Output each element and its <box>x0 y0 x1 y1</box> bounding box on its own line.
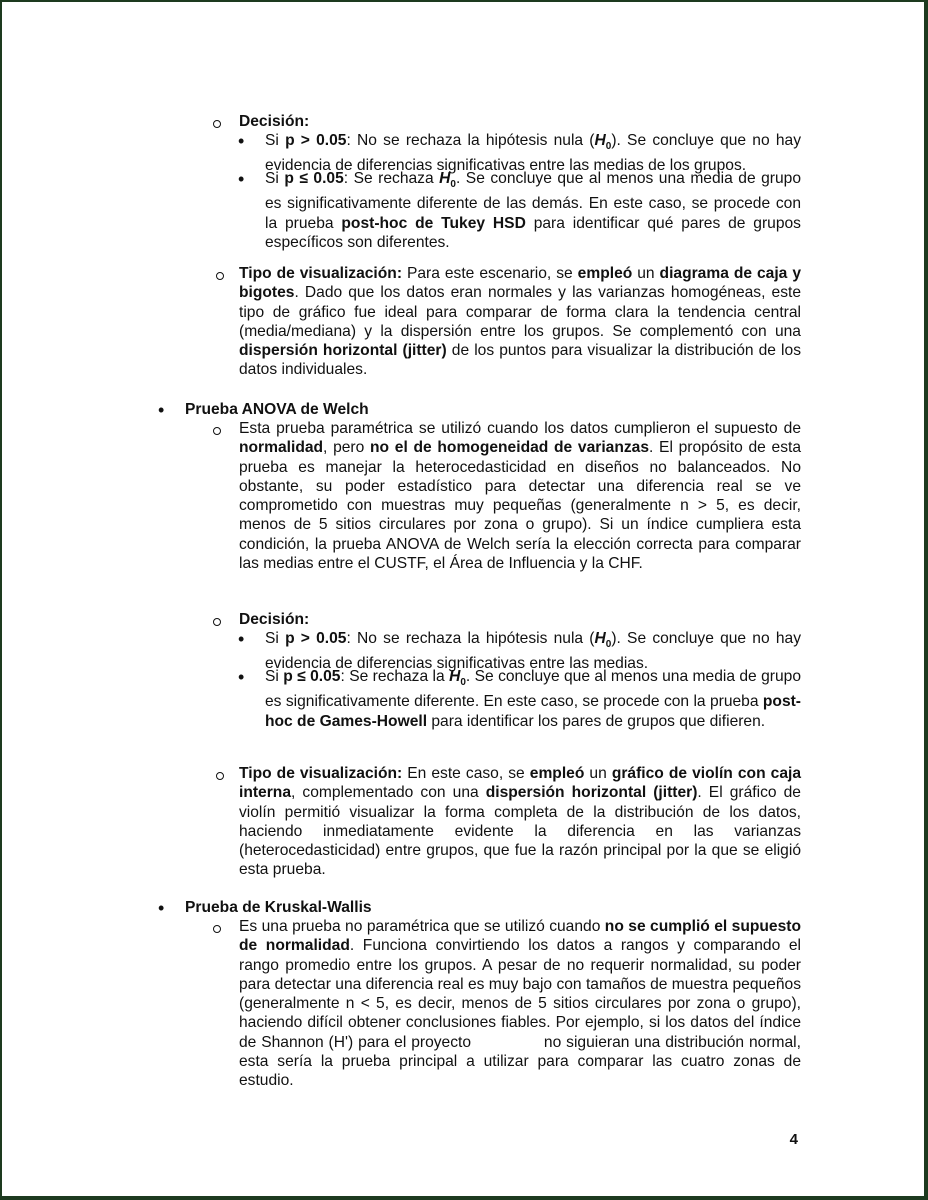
bullet-icon: • <box>158 400 165 420</box>
decision-1-title: Decisión: <box>239 113 310 130</box>
decision-2-item-1: Si p > 0.05: No se rechaza la hipótesis nula $(H_0)$. Se concluye que no hay evidencia de diferencias significativas entre las medias. <box>265 630 802 673</box>
decision-2-title: Decisión: <box>239 611 310 628</box>
kruskal-heading: Prueba de Kruskal-Wallis <box>185 899 372 916</box>
hollow-bullet-icon <box>216 772 224 780</box>
hollow-bullet-icon <box>213 120 221 128</box>
hollow-bullet-icon <box>213 427 221 435</box>
welch-description: Esta prueba paramétrica se utilizó cuando los datos cumplieron el supuesto de normalidad, pero no el de homogeneidad de varianzas. El propósito de esta prueba es manejar la heterocedasticidad en diseños no balanceados. No obstante, su poder estadístico para detectar una diferencia real se ve comprometido con muestras muy pequeñas (generalmente n > 5, es decir, menos de 5 sitios circulares por zona o grupo). Si un índice cumpliera esta condición, la prueba ANOVA de Welch sería la elección correcta para comparar las medias entre el CUSTF, el Área de Influencia y la CHF. <box>239 420 802 573</box>
visualization-1-paragraph: Tipo de visualización: Para este escenario, se empleó un diagrama de caja y bigotes. Dado que los datos eran normales y las varianzas homogéneas, este tipo de gráfico fue ideal para comparar de forma clara la tendencia central (media/mediana) y la dispersión entre los grupos. Se complementó con una dispersión horizontal (jitter) de los puntos para visualizar la distribución de los datos individuales. <box>239 265 801 379</box>
hollow-bullet-icon <box>216 272 224 280</box>
kruskal-description: Es una prueba no paramétrica que se utilizó cuando no se cumplió el supuesto de normalidad. Funciona convirtiendo los datos a rangos y comparando el rango promedio entre los grupos. A pesar de no requerir normalidad, su poder para detectar una diferencia real es muy bajo con tamaños de muestra pequeños (generalmente n < 5, es decir, menos de 5 sitios circulares por zona o grupo), haciendo difícil obtener conclusiones fiables. Por ejemplo, si los datos del índice de Shannon (H') para el proyecto no siguieran una distribución normal, esta sería la prueba principal a utilizar para comparar las cuatro zonas de estudio. <box>239 918 801 1090</box>
bullet-icon: • <box>158 898 165 918</box>
bullet-icon: • <box>238 169 245 189</box>
document-page <box>2 2 924 1196</box>
welch-heading: Prueba ANOVA de Welch <box>185 401 369 418</box>
hollow-bullet-icon <box>213 925 221 933</box>
bullet-icon: • <box>238 131 245 151</box>
decision-1-item-2: Si p ≤ 0.05: Se rechaza $H_0$. Se concluye que al menos una media de grupo es significativamente diferente de las demás. En este caso, se procede con la prueba post-hoc de Tukey HSD para identificar qué pares de grupos específicos son diferentes. <box>265 170 801 251</box>
bullet-icon: • <box>238 629 245 649</box>
hollow-bullet-icon <box>213 618 221 626</box>
decision-2-item-2: Si p ≤ 0.05: Se rechaza la $H_0$. Se concluye que al menos una media de grupo es significativamente diferente. En este caso, se procede con la prueba post-hoc de Games-Howell para identificar los pares de grupos que difieren. <box>265 668 802 730</box>
bullet-icon: • <box>238 667 245 687</box>
decision-1-item-1: Si p > 0.05: No se rechaza la hipótesis nula $(H_0)$. Se concluye que no hay evidencia de diferencias significativas entre las medias de los grupos. <box>265 132 802 175</box>
page-number: 4 <box>789 1131 798 1148</box>
visualization-2-paragraph: Tipo de visualización: En este caso, se empleó un gráfico de violín con caja interna, complementado con una dispersión horizontal (jitter). El gráfico de violín permitió visualizar la forma completa de la distribución de los datos, haciendo inmediatamente evidente la diferencia en las varianzas (heterocedasticidad) entre grupos, que fue la razón principal por la que se eligió esta prueba. <box>239 765 802 879</box>
